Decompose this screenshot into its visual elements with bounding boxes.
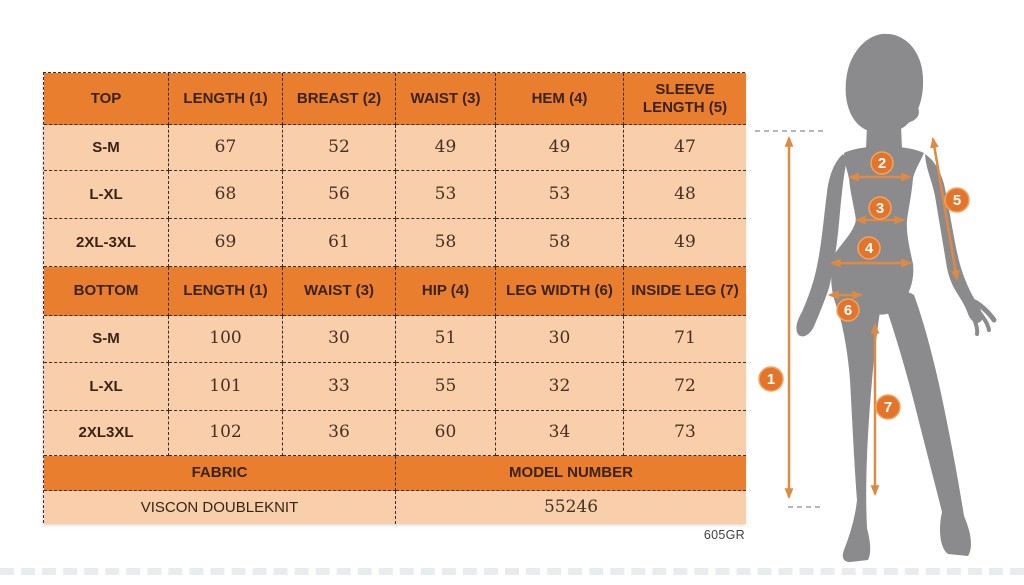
measurement-value: 55 bbox=[396, 363, 496, 411]
col-header-length-b: LENGTH (1) bbox=[169, 267, 283, 316]
measurement-value: 68 bbox=[169, 171, 283, 219]
size-label: L-XL bbox=[44, 171, 169, 219]
measurement-value: 30 bbox=[496, 316, 624, 363]
measurement-value: 49 bbox=[396, 125, 496, 171]
col-header-leg-width: LEG WIDTH (6) bbox=[496, 267, 624, 316]
size-label: 2XL-3XL bbox=[44, 219, 169, 267]
measurement-value: 53 bbox=[496, 171, 624, 219]
measurement-value: 67 bbox=[169, 125, 283, 171]
neck bbox=[866, 104, 902, 148]
measurement-value: 52 bbox=[283, 125, 396, 171]
top-header-cell: TOP bbox=[44, 73, 169, 125]
measurement-value: 36 bbox=[283, 411, 396, 456]
measurement-value: 61 bbox=[283, 219, 396, 267]
measurement-value: 71 bbox=[624, 316, 746, 363]
measurement-value: 72 bbox=[624, 363, 746, 411]
measurement-value: 102 bbox=[169, 411, 283, 456]
cropped-row-artifact bbox=[0, 568, 1024, 584]
marker-6-label: 6 bbox=[843, 302, 853, 319]
woman-silhouette bbox=[796, 34, 994, 562]
marker-3-label: 3 bbox=[875, 200, 885, 217]
size-label: 2XL3XL bbox=[44, 411, 169, 456]
col-header-waist: WAIST (3) bbox=[396, 73, 496, 125]
marker-7-label: 7 bbox=[883, 399, 893, 416]
fabric-value: VISCON DOUBLEKNIT bbox=[44, 491, 396, 524]
col-header-waist-b: WAIST (3) bbox=[283, 267, 396, 316]
bottom-header-cell: BOTTOM bbox=[44, 267, 169, 316]
col-header-hip: HIP (4) bbox=[396, 267, 496, 316]
measurement-value: 60 bbox=[396, 411, 496, 456]
fabric-header: FABRIC bbox=[44, 456, 396, 491]
product-code: 605GR bbox=[703, 528, 745, 542]
measurement-value: 49 bbox=[624, 219, 746, 267]
measurement-value: 53 bbox=[396, 171, 496, 219]
col-header-sleeve: SLEEVE LENGTH (5) bbox=[624, 73, 746, 125]
right-leg bbox=[884, 292, 971, 556]
model-header: MODEL NUMBER bbox=[396, 456, 746, 491]
measurement-value: 69 bbox=[169, 219, 283, 267]
col-header-hem: HEM (4) bbox=[496, 73, 624, 125]
measurement-value: 32 bbox=[496, 363, 624, 411]
measurement-value: 34 bbox=[496, 411, 624, 456]
marker-1-label: 1 bbox=[766, 371, 776, 388]
model-value: 55246 bbox=[396, 491, 746, 524]
col-header-inside-leg: INSIDE LEG (7) bbox=[624, 267, 746, 316]
size-table bbox=[43, 72, 745, 523]
measurement-value: 100 bbox=[169, 316, 283, 363]
measurement-value: 49 bbox=[496, 125, 624, 171]
measurement-figure bbox=[744, 0, 1024, 580]
measurement-value: 30 bbox=[283, 316, 396, 363]
right-arm bbox=[925, 154, 983, 323]
measurement-value: 58 bbox=[496, 219, 624, 267]
size-label: L-XL bbox=[44, 363, 169, 411]
marker-5-label: 5 bbox=[952, 192, 962, 209]
measurement-value: 101 bbox=[169, 363, 283, 411]
col-header-length: LENGTH (1) bbox=[169, 73, 283, 125]
measurement-value: 58 bbox=[396, 219, 496, 267]
marker-2-label: 2 bbox=[877, 155, 887, 172]
measurement-value: 51 bbox=[396, 316, 496, 363]
measurement-value: 47 bbox=[624, 125, 746, 171]
col-header-breast: BREAST (2) bbox=[283, 73, 396, 125]
marker-4-label: 4 bbox=[864, 240, 874, 257]
measurement-value: 73 bbox=[624, 411, 746, 456]
figure-panel bbox=[744, 0, 1024, 580]
size-label: S-M bbox=[44, 316, 169, 363]
size-label: S-M bbox=[44, 125, 169, 171]
measurement-value: 56 bbox=[283, 171, 396, 219]
measurement-value: 48 bbox=[624, 171, 746, 219]
measurement-value: 33 bbox=[283, 363, 396, 411]
